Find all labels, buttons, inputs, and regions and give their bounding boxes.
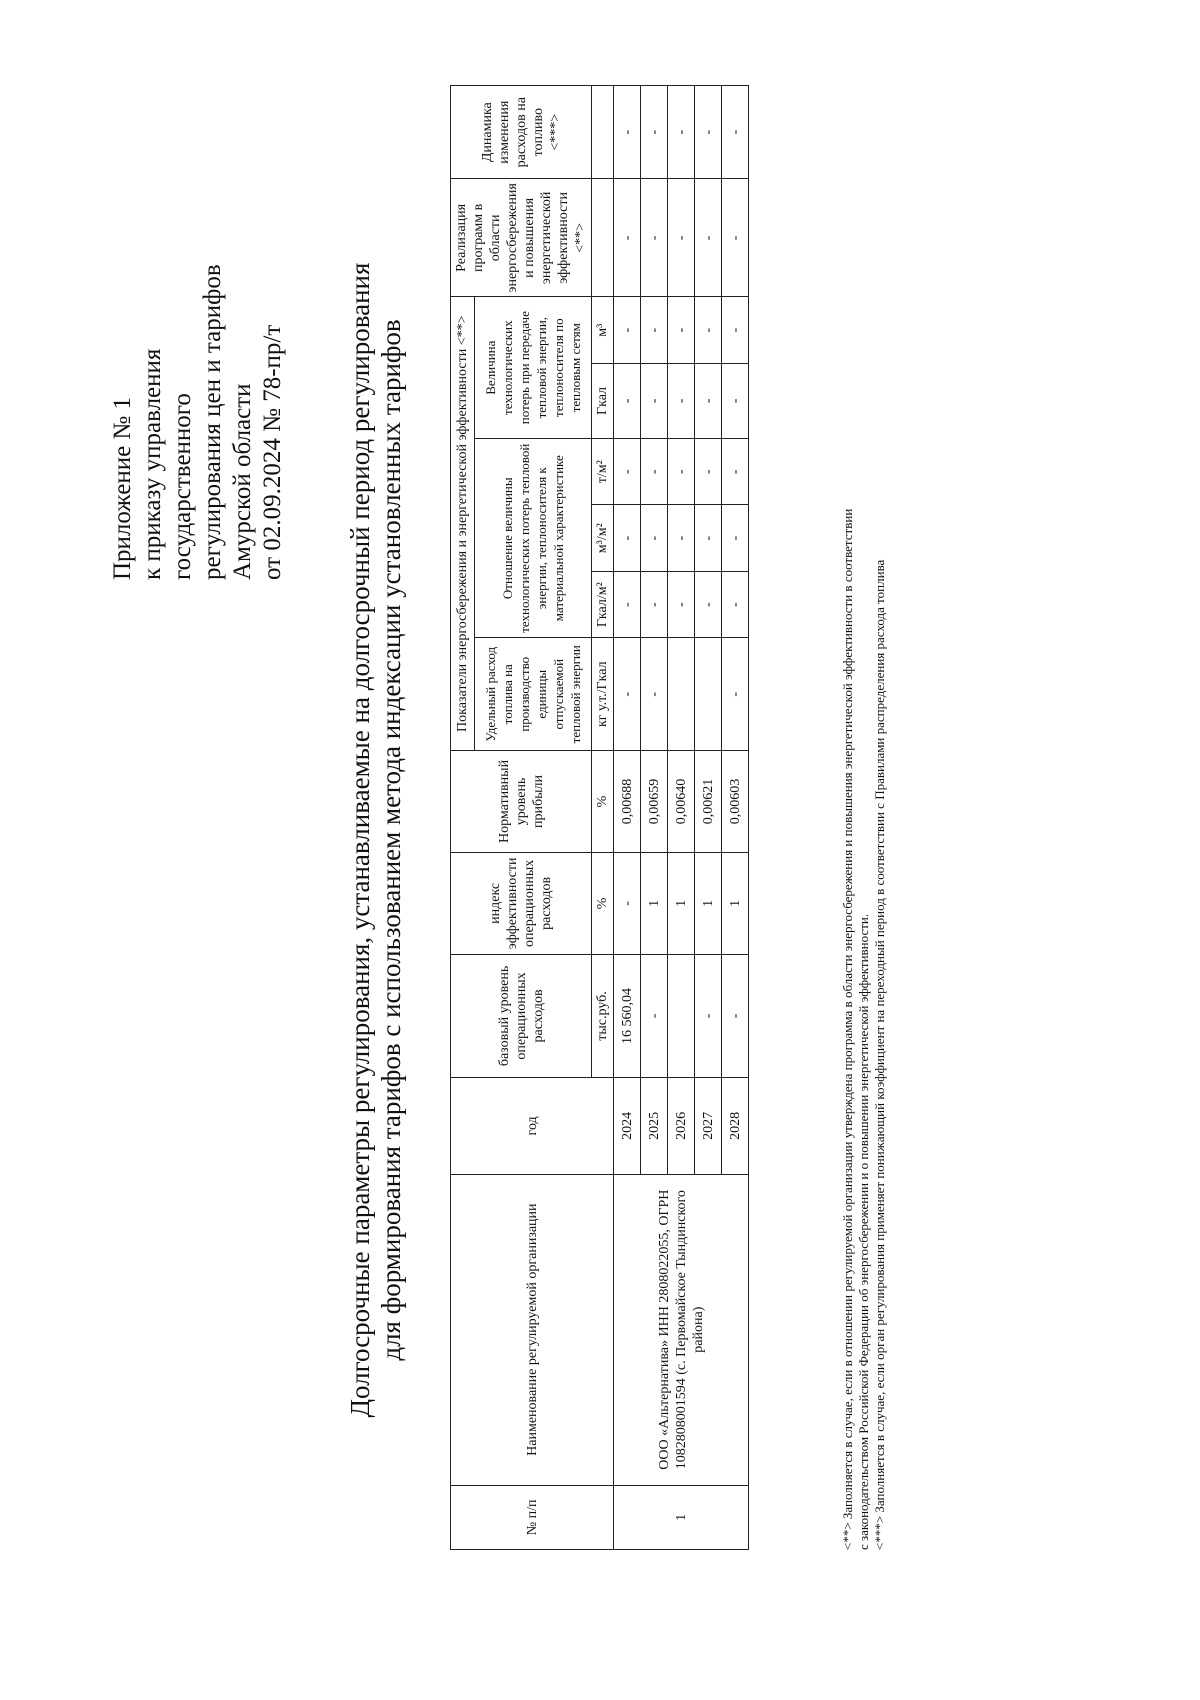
cell-loss1: - (641, 363, 668, 438)
header-num: № п/п (451, 1485, 614, 1549)
cell-loss2: - (668, 297, 695, 364)
unit-dynamics-empty (592, 86, 614, 179)
cell-norm: 0,00688 (614, 751, 641, 853)
cell-year: 2024 (614, 1078, 641, 1175)
cell-ratio3: - (695, 438, 722, 504)
cell-index: 1 (668, 852, 695, 954)
header-row-1 (451, 86, 475, 1550)
cell-norm: 0,00603 (722, 751, 749, 853)
cell-ratio1: - (695, 571, 722, 637)
cell-norm: 0,00659 (641, 751, 668, 853)
cell-fuel: - (614, 638, 641, 751)
header-losses: Величина технологических потерь при передаче тепловой энергии, теплоносителя по тепловым сетям (475, 297, 592, 439)
cell-programs: - (668, 179, 695, 297)
header-year: год (451, 1078, 614, 1175)
cell-ratio2: - (641, 505, 668, 571)
cell-fuel: - (641, 638, 668, 751)
cell-base (668, 954, 695, 1077)
cell-ratio1: - (641, 571, 668, 637)
cell-loss1: - (695, 363, 722, 438)
cell-ratio1: - (722, 571, 749, 637)
row-num: 1 (614, 1485, 749, 1549)
cell-loss2: - (695, 297, 722, 364)
footnotes (840, 85, 888, 1550)
cell-ratio3: - (668, 438, 695, 504)
cell-dynamics: - (614, 86, 641, 179)
header-programs: Реализация программ в области энергосбережения и повышения энергетической эффективности <**> (451, 179, 592, 297)
cell-base: - (695, 954, 722, 1077)
cell-norm: 0,00640 (668, 751, 695, 853)
appendix-line: Приложение № 1 (109, 396, 136, 580)
cell-ratio2: - (614, 505, 641, 571)
footnote: <**> Заполняется в случае, если в отношении регулируемой организации утверждена программа в области энергосбережения и повышения энергетической эффективности в соответствии (840, 508, 855, 1550)
unit-programs-empty (592, 179, 614, 297)
cell-loss1: - (722, 363, 749, 438)
cell-programs: - (641, 179, 668, 297)
cell-dynamics: - (722, 86, 749, 179)
unit-index: % (592, 852, 614, 954)
appendix-line: к приказу управления (139, 348, 166, 580)
header-ratio: Отношение величины технологических потерь тепловой энергии, теплоносителя к материальной характеристике (475, 438, 592, 637)
cell-loss2: - (641, 297, 668, 364)
header-base: базовый уровень операционных расходов (451, 954, 592, 1077)
cell-index: - (614, 852, 641, 954)
unit-ratio2: м³/м² (592, 505, 614, 571)
cell-ratio1: - (668, 571, 695, 637)
appendix-line: государственного (169, 393, 196, 580)
cell-ratio3: - (641, 438, 668, 504)
cell-loss2: - (722, 297, 749, 364)
cell-loss1: - (614, 363, 641, 438)
unit-fuel: кг у.т./Гкал (592, 638, 614, 751)
cell-fuel: - (722, 638, 749, 751)
unit-loss2: м³ (592, 297, 614, 364)
header-dynamics: Динамика изменения расходов на топливо <***> (451, 86, 592, 179)
cell-ratio3: - (614, 438, 641, 504)
cell-year: 2028 (722, 1078, 749, 1175)
cell-index: 1 (641, 852, 668, 954)
cell-year: 2025 (641, 1078, 668, 1175)
cell-fuel (668, 638, 695, 751)
cell-year: 2026 (668, 1078, 695, 1175)
cell-dynamics: - (695, 86, 722, 179)
header-fuel: Удельный расход топлива на производство единицы отпускаемой тепловой энергии (475, 638, 592, 751)
cell-index: 1 (722, 852, 749, 954)
cell-norm: 0,00621 (695, 751, 722, 853)
title-line: для формирования тарифов с использованием метода индексации установленных тарифов (376, 319, 406, 1361)
cell-programs: - (695, 179, 722, 297)
cell-ratio2: - (722, 505, 749, 571)
appendix-line: регулирования цен и тарифов (199, 264, 226, 580)
cell-ratio1: - (614, 571, 641, 637)
cell-year: 2027 (695, 1078, 722, 1175)
cell-ratio2: - (668, 505, 695, 571)
cell-base: 16 560,04 (614, 954, 641, 1077)
cell-index: 1 (695, 852, 722, 954)
cell-loss2: - (614, 297, 641, 364)
table-row (614, 86, 641, 1550)
cell-base: - (641, 954, 668, 1077)
cell-fuel (695, 638, 722, 751)
appendix-line: Амурской области (229, 383, 256, 580)
cell-loss1: - (668, 363, 695, 438)
header-index: индекс эффективности операционных расходов (451, 852, 592, 954)
header-energy-group: Показатели энергосбережения и энергетической эффективности <**> (451, 297, 475, 751)
unit-ratio3: т/м² (592, 438, 614, 504)
cell-dynamics: - (668, 86, 695, 179)
unit-base: тыс.руб. (592, 954, 614, 1077)
unit-ratio1: Гкал/м² (592, 571, 614, 637)
unit-norm: % (592, 751, 614, 853)
cell-dynamics: - (641, 86, 668, 179)
document-title (345, 180, 407, 1500)
footnote: <***> Заполняется в случае, если орган регулирования применяет понижающий коэффициент на переходный период в соответствии с Правилами распределения расхода топлива (872, 559, 887, 1550)
cell-programs: - (614, 179, 641, 297)
unit-loss1: Гкал (592, 363, 614, 438)
row-org: ООО «Альтернатива» ИНН 2808022055, ОГРН 1082808001594 (с. Первомайское Тындинского района) (614, 1174, 749, 1485)
footnote: с законодательством Российской Федерации об энергосбережении и о повышении энергетической эффективности. (856, 913, 871, 1550)
cell-ratio2: - (695, 505, 722, 571)
appendix-block (108, 80, 288, 580)
title-line: Долгосрочные параметры регулирования, устанавливаемые на долгосрочный период регулирования (345, 262, 375, 1418)
header-org: Наименование регулируемой организации (451, 1174, 614, 1485)
appendix-line: от 02.09.2024 № 78-пр/т (259, 324, 286, 580)
cell-base: - (722, 954, 749, 1077)
header-norm: Нормативный уровень прибыли (451, 751, 592, 853)
cell-ratio3: - (722, 438, 749, 504)
parameters-table (450, 85, 749, 1550)
cell-programs: - (722, 179, 749, 297)
